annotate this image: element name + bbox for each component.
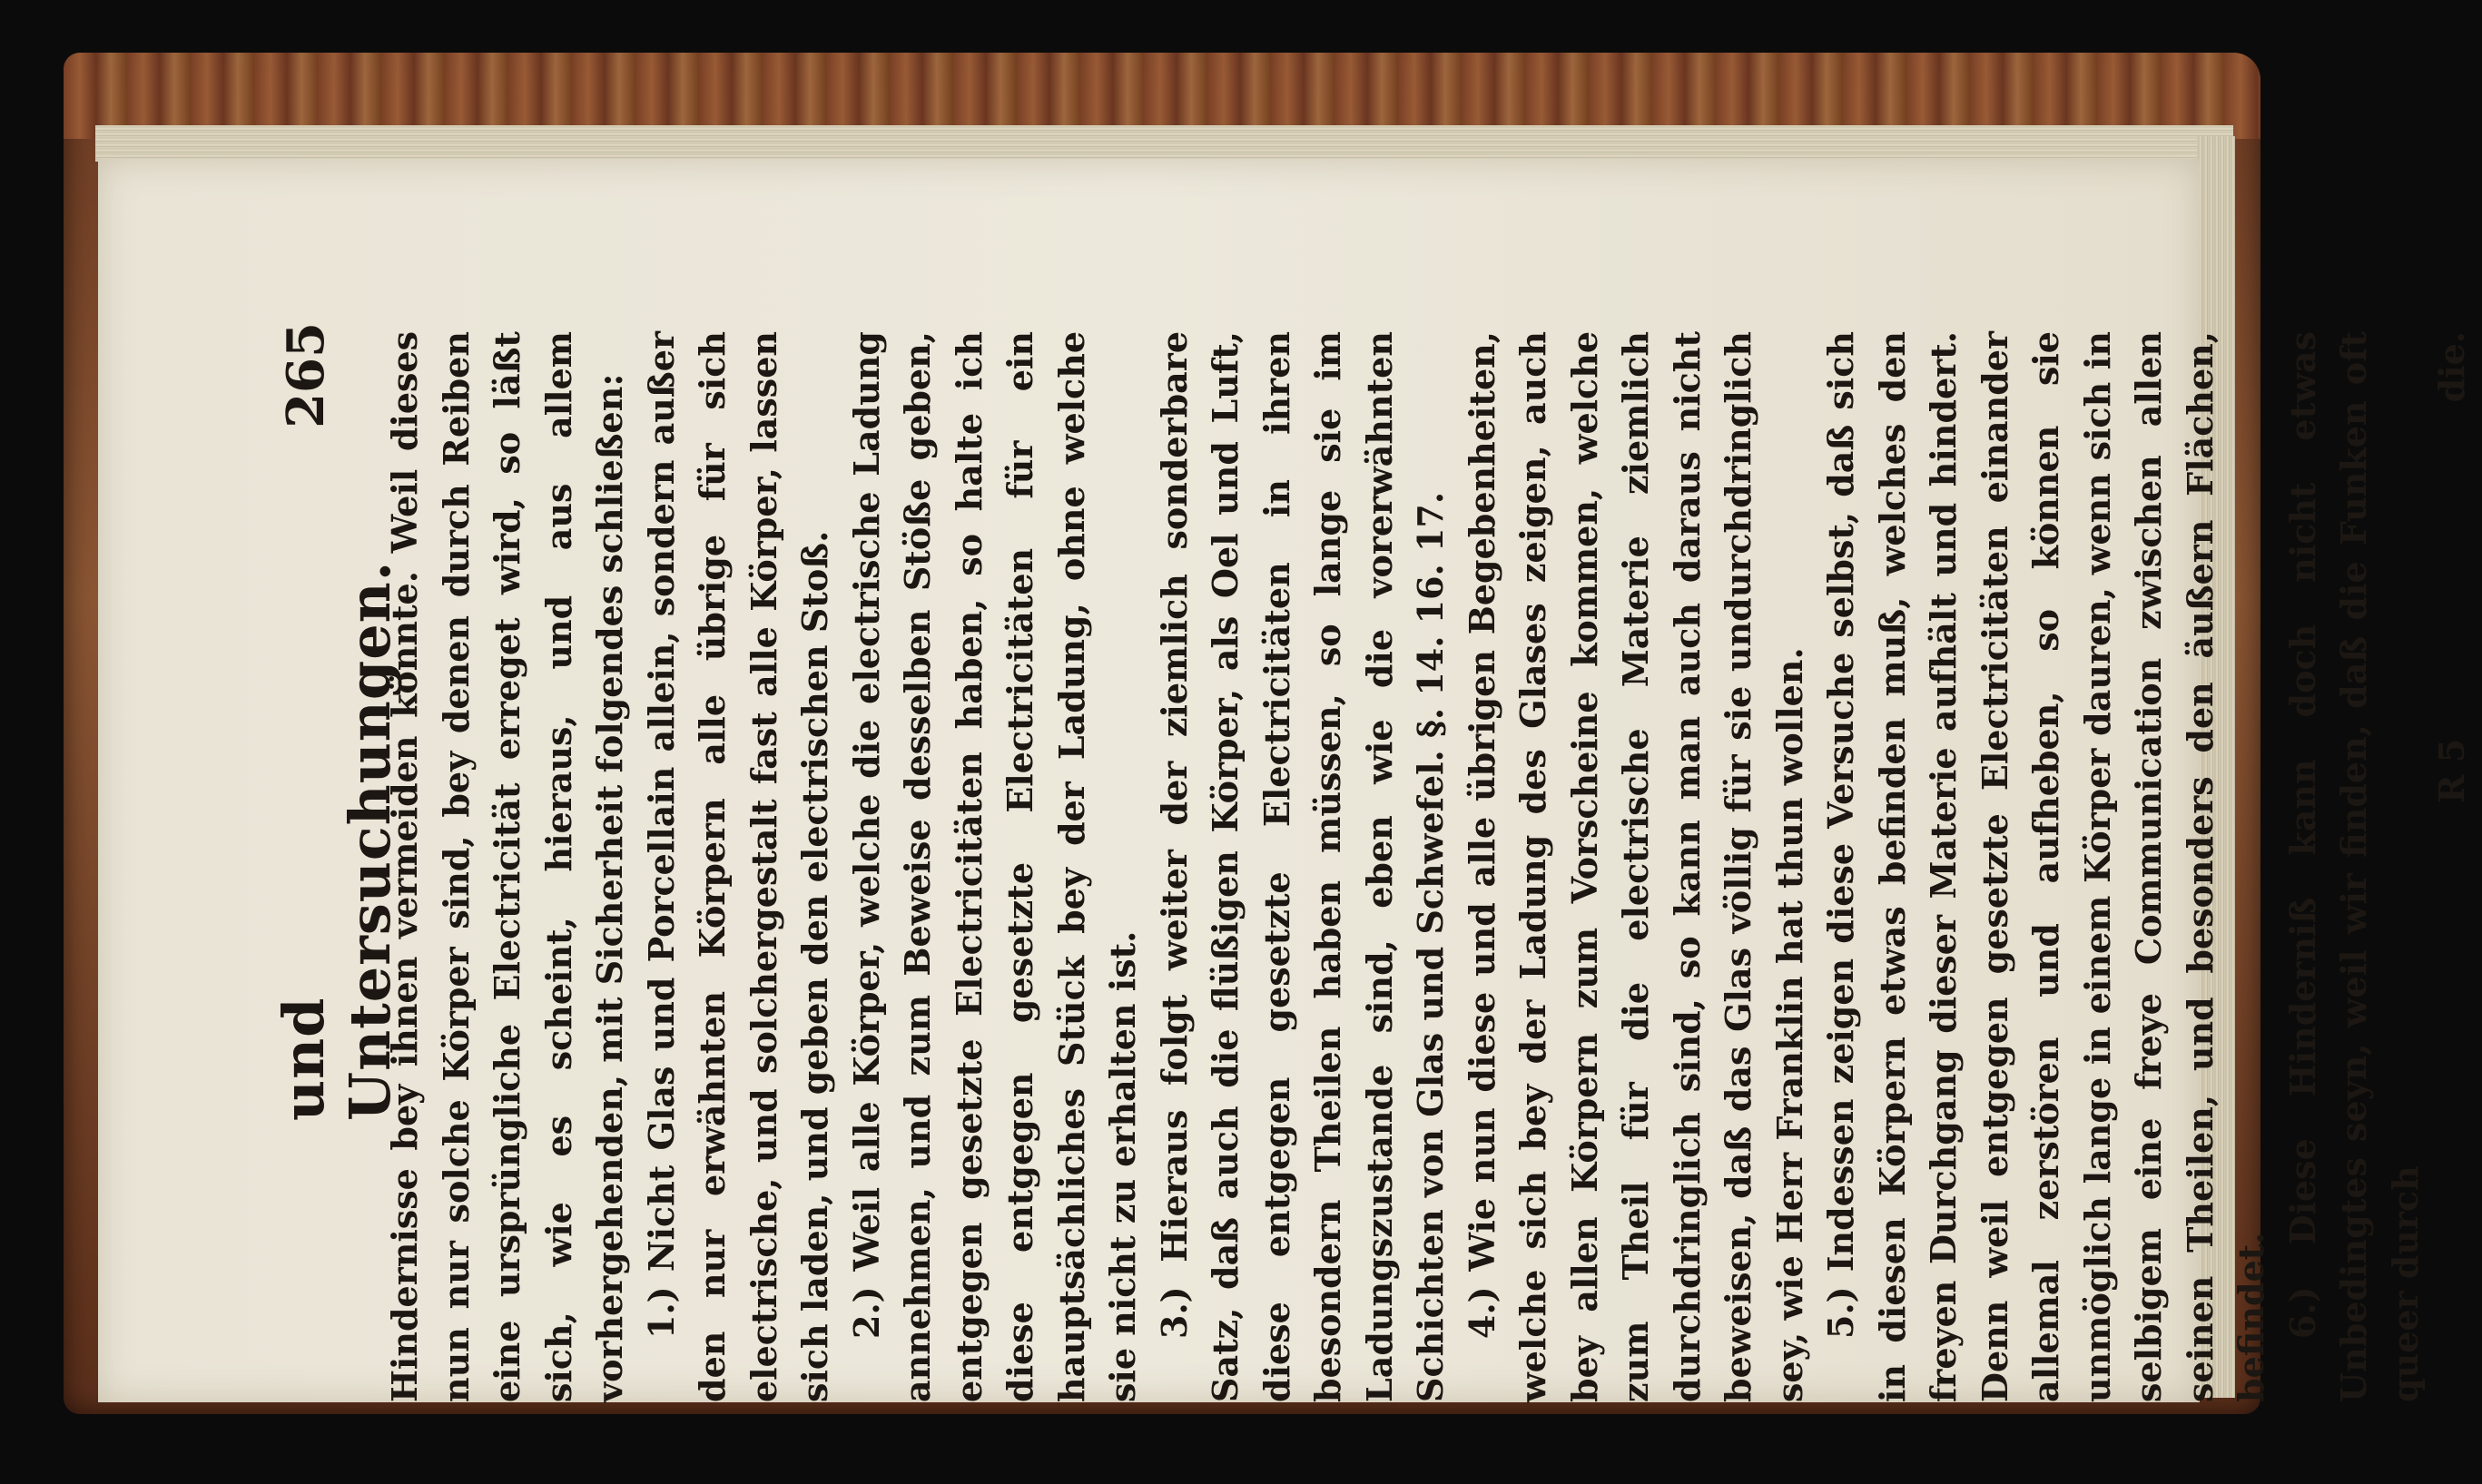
page-edges-top <box>95 125 2233 162</box>
paragraph: 3.) Hieraus folgt weiter der ziemlich sonderbare Satz, daß auch die flüßigen Körper, als Oel und Luft, diese entgegen gesetzte Electricitäten in ihren besondern Theilen haben müssen, so lange sie im Ladungszustande sind, eben wie die vorerwähnten Schichten von Glas und Schwefel. §. 14. 16. 17. <box>1153 331 1451 1402</box>
paragraph: 4.) Wie nun diese und alle übrigen Begebenheiten, welche sich bey der Ladung des Glases zeigen, auch bey allen Körpern zum Vorscheine kommen, welche zum Theil für die electrische Materie ziemlich durchdringlich sind, so kann man auch daraus nicht beweisen, daß das Glas völlig für sie undurchdringlich sey, wie Herr Franklin hat thun wollen. <box>1461 331 1810 1402</box>
catchword: die. <box>2431 331 2472 403</box>
page-footer <box>2431 331 2482 1402</box>
rotated-text-block <box>271 231 2472 1484</box>
paragraph: 6.) Diese Hinderniß kann doch nicht etwas Unbedingtes seyn, weil wir finden, daß die Funken oft queer durch <box>2281 331 2426 1402</box>
page-number: 265 <box>276 322 336 428</box>
paragraph: Hindernisse bey ihnen vermeiden könnte. Weil dieses nun nur solche Körper sind, bey denen durch Reiben eine ursprüngliche Electricität erreget wird, so läßt sich, wie es scheint, hieraus, und aus allem vorhergehenden, mit Sicherheit folgendes schließen: <box>384 331 630 1402</box>
book-page <box>98 159 2472 1402</box>
paragraph: 2.) Weil alle Körper, welche die electrische Ladung annehmen, und zum Beweise desselben Stöße geben, entgegen gesetzte Electricitäten haben, so halte ich diese entgegen gesetzte Electricitäten für ein hauptsächliches Stück bey der Ladung, ohne welche sie nicht zu erhalten ist. <box>845 331 1143 1402</box>
signature-mark: R 5 <box>2431 738 2472 803</box>
running-head: und Untersuchungen. <box>271 560 403 1121</box>
page-header <box>271 322 403 1375</box>
body-text <box>379 331 2431 1402</box>
paragraph: 1.) Nicht Glas und Porcellain allein, sondern außer den nur erwähnten Körpern alle übrige für sich electrische, und solchergestalt fast alle Körper, lassen sich laden, und geben den electrischen Stoß. <box>640 331 835 1402</box>
paragraph: 5.) Indessen zeigen diese Versuche selbst, daß sich in diesen Körpern etwas befinden muß, welches den freyen Durchgang dieser Materie aufhält und hindert. Denn weil entgegen gesetzte Electricitäten einander allemal zerstören und aufheben, so können sie unmöglich lange in einem Körper dauren, wenn sich in selbigem eine freye Communication zwischen allen seinen Theilen, und besonders den äußern Flächen, befindet. <box>1820 331 2271 1402</box>
